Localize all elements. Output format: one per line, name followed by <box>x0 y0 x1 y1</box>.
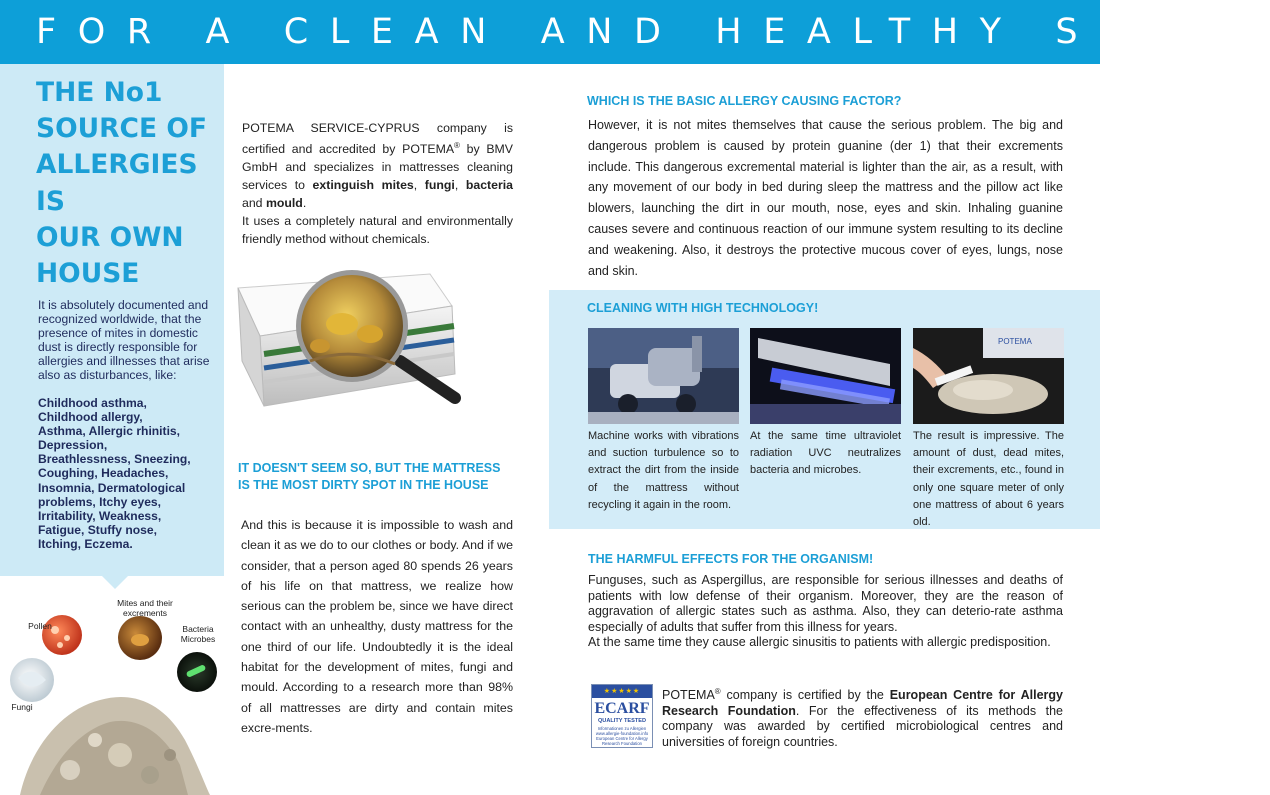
banner-title: FOR A CLEAN AND HEALTHY SLEEP <box>36 12 1270 52</box>
allergy-factor-text: However, it is not mites themselves that cause the serious problem. The big and dangerous problem is caused by protein guanine (der 1) that their excrements include. This dangerous excremental material is lighter than the air, as a result, with any movement of our body in bed during sleep the mattress and the pillow act like blowers, launching the dirt in our mouth, nose, eyes and skin. Inhaling guanine causes severe and continuous reaction of our immune system resulting to its decline and weakening. Also, it destroys the protective mucous cover of eyes, lungs, nose and skin. <box>588 118 1063 278</box>
headline-line: OUR OWN <box>36 221 184 253</box>
headline-line: THE No1 <box>36 77 163 108</box>
condition-line: Depression, <box>38 438 108 453</box>
intro-text: and <box>242 196 266 211</box>
machine-photo <box>588 328 739 424</box>
ecarf-foundation-name: European Centre for Allergy Research Foundation <box>662 688 1063 718</box>
ecarf-small-line: Informationen zu Allergien <box>597 726 647 731</box>
dust-result-photo <box>913 328 1064 424</box>
intro-bold: extinguish mites <box>312 178 414 193</box>
headline-line: ALLERGIES <box>36 149 198 181</box>
condition-line: Childhood allergy, <box>38 410 143 425</box>
ecarf-text-part: POTEMA <box>662 688 715 703</box>
dirty-title-line: IT DOESN'T SEEM SO, BUT THE MATTRESS <box>238 461 501 475</box>
intro-paragraph <box>242 119 513 248</box>
label-fungi: Fungi <box>11 702 33 712</box>
star-icon: ★★★★★ <box>592 685 652 698</box>
dirty-title-line: IS THE MOST DIRTY SPOT IN THE HOUSE <box>238 478 489 492</box>
label-bacteria: Bacteria Microbes <box>180 624 216 644</box>
registered-mark: ® <box>454 141 460 150</box>
intro-text: . <box>302 196 307 211</box>
harm-paragraph: Funguses, such as Aspergillus, are responsible for serious illnesses and deaths of patients with low defense of their organism. Moreover, they are the reason of aggravation of allergic states such as asthma. Also, they can deterio-rate asthma especially of adults that suffer from this illness for years. <box>588 573 1063 634</box>
top-banner <box>0 0 1270 64</box>
intro-bold: bacteria <box>465 178 514 193</box>
ecarf-text-part: company is certified by the <box>720 688 890 703</box>
ecarf-small-line: www.allergie-foundation.info <box>595 731 649 736</box>
uvc-caption: At the same time ultraviolet radiation UVC neutralizes bacteria and microbes. <box>750 430 901 477</box>
condition-line: Childhood asthma, <box>38 396 147 410</box>
condition-line: Insomnia, Dermatological <box>38 480 186 495</box>
ecarf-badge <box>591 684 653 748</box>
headline-line: HOUSE <box>36 258 140 290</box>
headline-line: IS <box>36 185 65 217</box>
ecarf-small-line: European Centre for Allergy Research Foundation <box>596 736 648 746</box>
ecarf-logo-text: ECARF <box>594 700 650 717</box>
ecarf-text-part: . For the effectiveness of its methods the company was awarded by certified microbiological centres and universities of foreign countries. <box>662 703 1064 749</box>
intro-text: , <box>413 178 425 193</box>
machine-caption: Machine works with vibrations and suction turbulence so to extract the dirt from the inside of the mattress without recycling it again in the room. <box>588 430 739 511</box>
condition-line: Fatigue, Stuffy nose, <box>38 522 157 537</box>
intro-text: It uses a completely natural and environmentally friendly method without chemicals. <box>242 214 513 247</box>
label-pollen: Pollen <box>28 621 52 631</box>
dirty-mattress-title <box>238 460 518 494</box>
intro-bold: fungi <box>424 178 455 193</box>
harmful-effects-text <box>588 573 1063 651</box>
result-caption: The result is impressive. The amount of dust, dead mites, their excrements, etc., found in only one square meter of only one mattress of about 6 years old. <box>913 430 1064 529</box>
ecarf-certification-text <box>662 684 1063 751</box>
mattress-magnifier-illustration <box>230 266 530 426</box>
uvc-lamp-photo <box>750 328 901 424</box>
potema-label: POTEMA <box>998 337 1032 346</box>
left-intro-text: It is absolutely documented and recognized worldwide, that the presence of mites in domestic dust is directly responsible for allergies and illnesses that arise also as disturbances, like: <box>38 298 210 383</box>
quality-tested-label: QUALITY TESTED <box>597 718 647 724</box>
ecarf-small-print <box>592 726 652 746</box>
condition-line: Asthma, Allergic rhinitis, <box>38 424 181 439</box>
condition-line: Coughing, Headaches, <box>38 466 169 481</box>
label-mites: Mites and their excrements <box>117 598 173 618</box>
headline <box>36 75 221 292</box>
condition-line: Breathlessness, Sneezing, <box>38 452 191 467</box>
dirty-mattress-text: And this is because it is impossible to wash and clean it as we do to our clothes or body. And if we consider, that a person aged 80 spends 26 years of his life on that mattress, we realize how serious can the problem be, since we have direct contact with an unhealthy, dusty mattress for the one third of our life. Undoubtedly it is the ideal habitat for the development of mites, fungi and mould. According to a research more than 98% of all mattresses are dirty and contain mites excre-ments. <box>241 518 513 735</box>
harm-paragraph: At the same time they cause allergic sinusitis to patients with allergic predisposition. <box>588 635 1051 650</box>
intro-text: POTEMA SERVICE-CYPRUS company is certified and accredited by POTEMA <box>242 121 513 157</box>
intro-bold: mould <box>265 196 303 211</box>
condition-line: Itching, Eczema. <box>38 536 133 551</box>
allergy-factor-title: WHICH IS THE BASIC ALLERGY CAUSING FACTOR? <box>587 94 902 108</box>
intro-text: , <box>454 178 466 193</box>
tech-title: CLEANING WITH HIGH TECHNOLOGY! <box>587 301 819 315</box>
headline-line: SOURCE OF <box>36 113 207 145</box>
intro-text: by BMV GmbH and specializes in mattresses cleaning services to <box>242 142 513 193</box>
condition-line: problems, Itchy eyes, <box>38 494 162 509</box>
conditions-list <box>38 396 224 551</box>
condition-line: Irritability, Weakness, <box>38 508 162 523</box>
harmful-effects-title: THE HARMFUL EFFECTS FOR THE ORGANISM! <box>588 552 874 566</box>
registered-mark: ® <box>714 687 721 696</box>
